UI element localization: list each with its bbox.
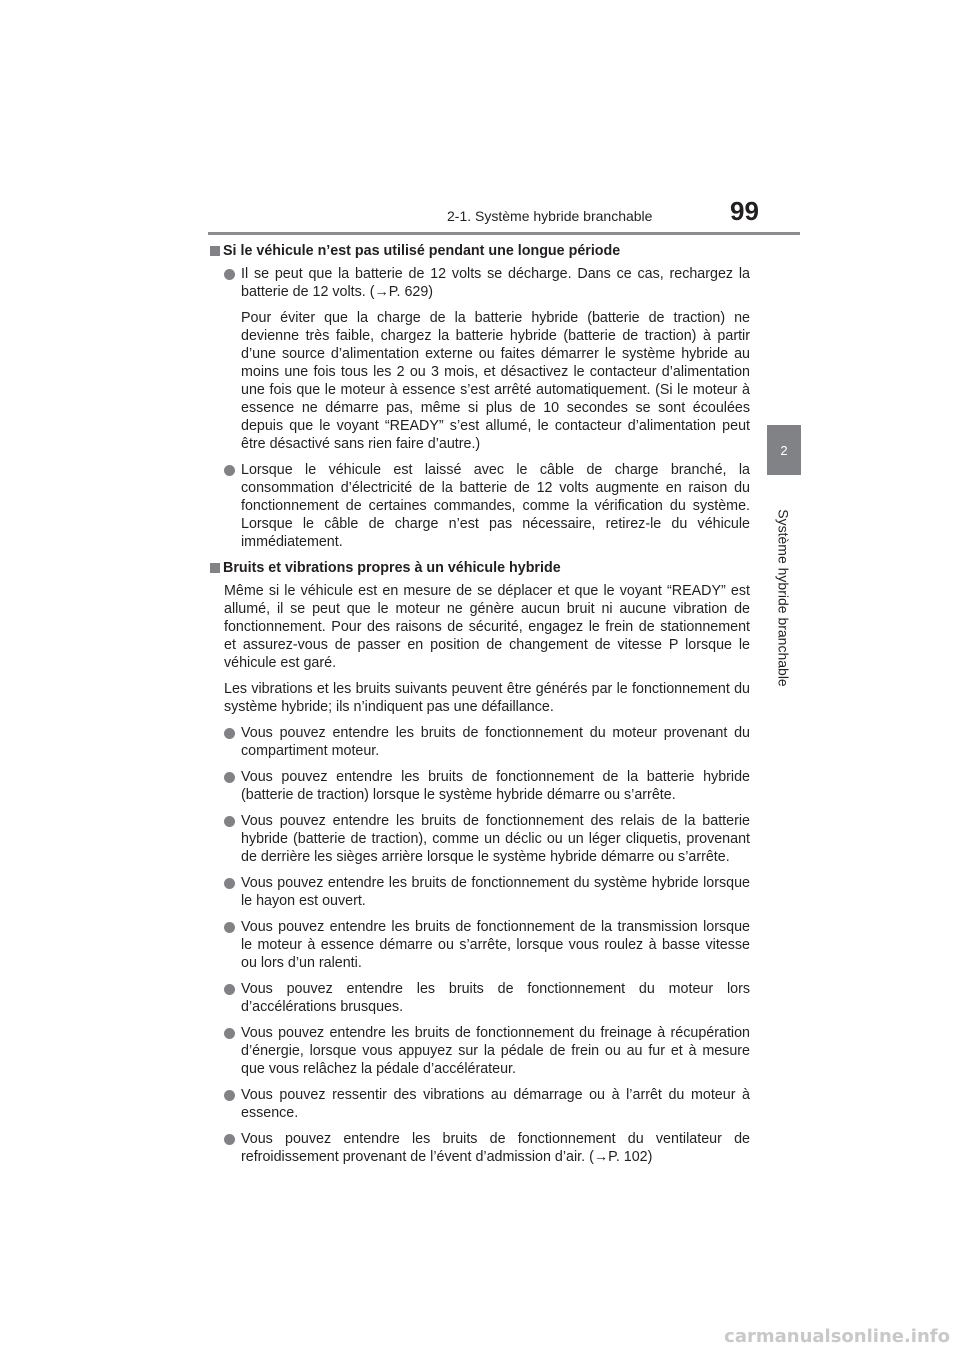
circle-bullet-icon	[224, 1028, 235, 1039]
header-divider	[208, 232, 800, 235]
list-item	[210, 874, 750, 910]
circle-bullet-icon	[224, 984, 235, 995]
page-number: 99	[730, 196, 759, 226]
list-item	[210, 265, 750, 301]
list-item	[210, 1086, 750, 1122]
circle-bullet-icon	[224, 269, 235, 280]
bullet-text: Vous pouvez entendre les bruits de fonctionnement du ventilateur de refroidissement provenant de l’évent d’admission d’air. (→P. 102)	[241, 1131, 750, 1165]
paragraph: Les vibrations et les bruits suivants peuvent être générés par le fonctionnement du système hybride; ils n’indiquent pas une défaillance.	[224, 681, 750, 715]
section-heading-noise-vibration	[210, 559, 750, 577]
running-header-section: 2-1. Système hybride branchable	[447, 208, 653, 224]
list-item	[210, 980, 750, 1016]
chapter-title: Système hybride branchable	[776, 509, 792, 687]
circle-bullet-icon	[224, 728, 235, 739]
square-bullet-icon	[210, 563, 220, 573]
watermark: carmanualsonline.info	[724, 1326, 950, 1347]
list-item	[210, 1024, 750, 1078]
page-content	[210, 242, 750, 1174]
bullet-text: Il se peut que la batterie de 12 volts se décharge. Dans ce cas, rechargez la batterie de 12 volts. (→P. 629)	[241, 266, 750, 300]
chapter-tab	[767, 425, 801, 475]
list-item	[210, 724, 750, 760]
circle-bullet-icon	[224, 816, 235, 827]
circle-bullet-icon	[224, 1090, 235, 1101]
list-item	[210, 918, 750, 972]
paragraph: Même si le véhicule est en mesure de se déplacer et que le voyant “READY” est allumé, il se peut que le moteur ne génère aucun bruit ni aucune vibration de fonctionnement. Pour des raisons de sécurité, engagez le frein de stationnement et assurez-vous de passer en position de changement de vitesse P lorsque le véhicule est garé.	[224, 583, 750, 671]
list-item	[210, 768, 750, 804]
circle-bullet-icon	[224, 1134, 235, 1145]
list-item	[210, 461, 750, 551]
bullet-text: Vous pouvez entendre les bruits de fonctionnement du système hybride lorsque le hayon est ouvert.	[241, 875, 750, 909]
bullet-text: Vous pouvez entendre les bruits de fonctionnement du freinage à récupération d’énergie, lorsque vous appuyez sur la pédale de frein ou au fur et à mesure que vous relâchez la pédale d’accélérateur.	[241, 1025, 750, 1077]
bullet-text: Vous pouvez entendre les bruits de fonctionnement du moteur provenant du compartiment moteur.	[241, 725, 750, 759]
heading-text: Bruits et vibrations propres à un véhicule hybride	[223, 560, 561, 576]
circle-bullet-icon	[224, 878, 235, 889]
heading-text: Si le véhicule n’est pas utilisé pendant une longue période	[223, 243, 621, 259]
bullet-text: Vous pouvez entendre les bruits de fonctionnement du moteur lors d’accélérations brusques.	[241, 981, 750, 1015]
square-bullet-icon	[210, 246, 220, 256]
bullet-text: Vous pouvez ressentir des vibrations au démarrage ou à l’arrêt du moteur à essence.	[241, 1087, 750, 1121]
chapter-side-label	[770, 488, 798, 708]
circle-bullet-icon	[224, 772, 235, 783]
bullet-text: Vous pouvez entendre les bruits de fonctionnement des relais de la batterie hybride (batterie de traction), comme un déclic ou un léger cliquetis, provenant de derrière les sièges arrière lorsque le système hybride démarre ou s’arrête.	[241, 813, 750, 865]
circle-bullet-icon	[224, 922, 235, 933]
list-item	[210, 812, 750, 866]
section-heading-long-period	[210, 242, 750, 260]
bullet-text: Vous pouvez entendre les bruits de fonctionnement de la transmission lorsque le moteur à essence démarre ou s’arrête, lorsque vous roulez à basse vitesse ou lors d’un ralenti.	[241, 919, 750, 971]
bullet-text: Lorsque le véhicule est laissé avec le câble de charge branché, la consommation d’électricité de la batterie de 12 volts augmente en raison du fonctionnement de certaines commandes, comme la vérification du système. Lorsque le câble de charge n’est pas nécessaire, retirez-le du véhicule immédiatement.	[241, 462, 750, 550]
bullet-text: Vous pouvez entendre les bruits de fonctionnement de la batterie hybride (batterie de traction) lorsque le système hybride démarre ou s’arrête.	[241, 769, 750, 803]
paragraph: Pour éviter que la charge de la batterie hybride (batterie de traction) ne devienne très faible, chargez la batterie hybride (batterie de traction) à partir d’une source d’alimentation externe ou faites démarrer le système hybride au moins une fois tous les 2 ou 3 mois, et désactivez le contacteur d’alimentation une fois que le moteur à essence s’est arrêté automatiquement. (Si le moteur à essence ne démarre pas, même si plus de 10 secondes se sont écoulées depuis que le voyant “READY” s’est allumé, le contacteur d’alimentation peut être désactivé sans rien faire d’autre.)	[241, 310, 750, 452]
chapter-number: 2	[780, 442, 788, 458]
circle-bullet-icon	[224, 465, 235, 476]
list-item	[210, 1130, 750, 1166]
